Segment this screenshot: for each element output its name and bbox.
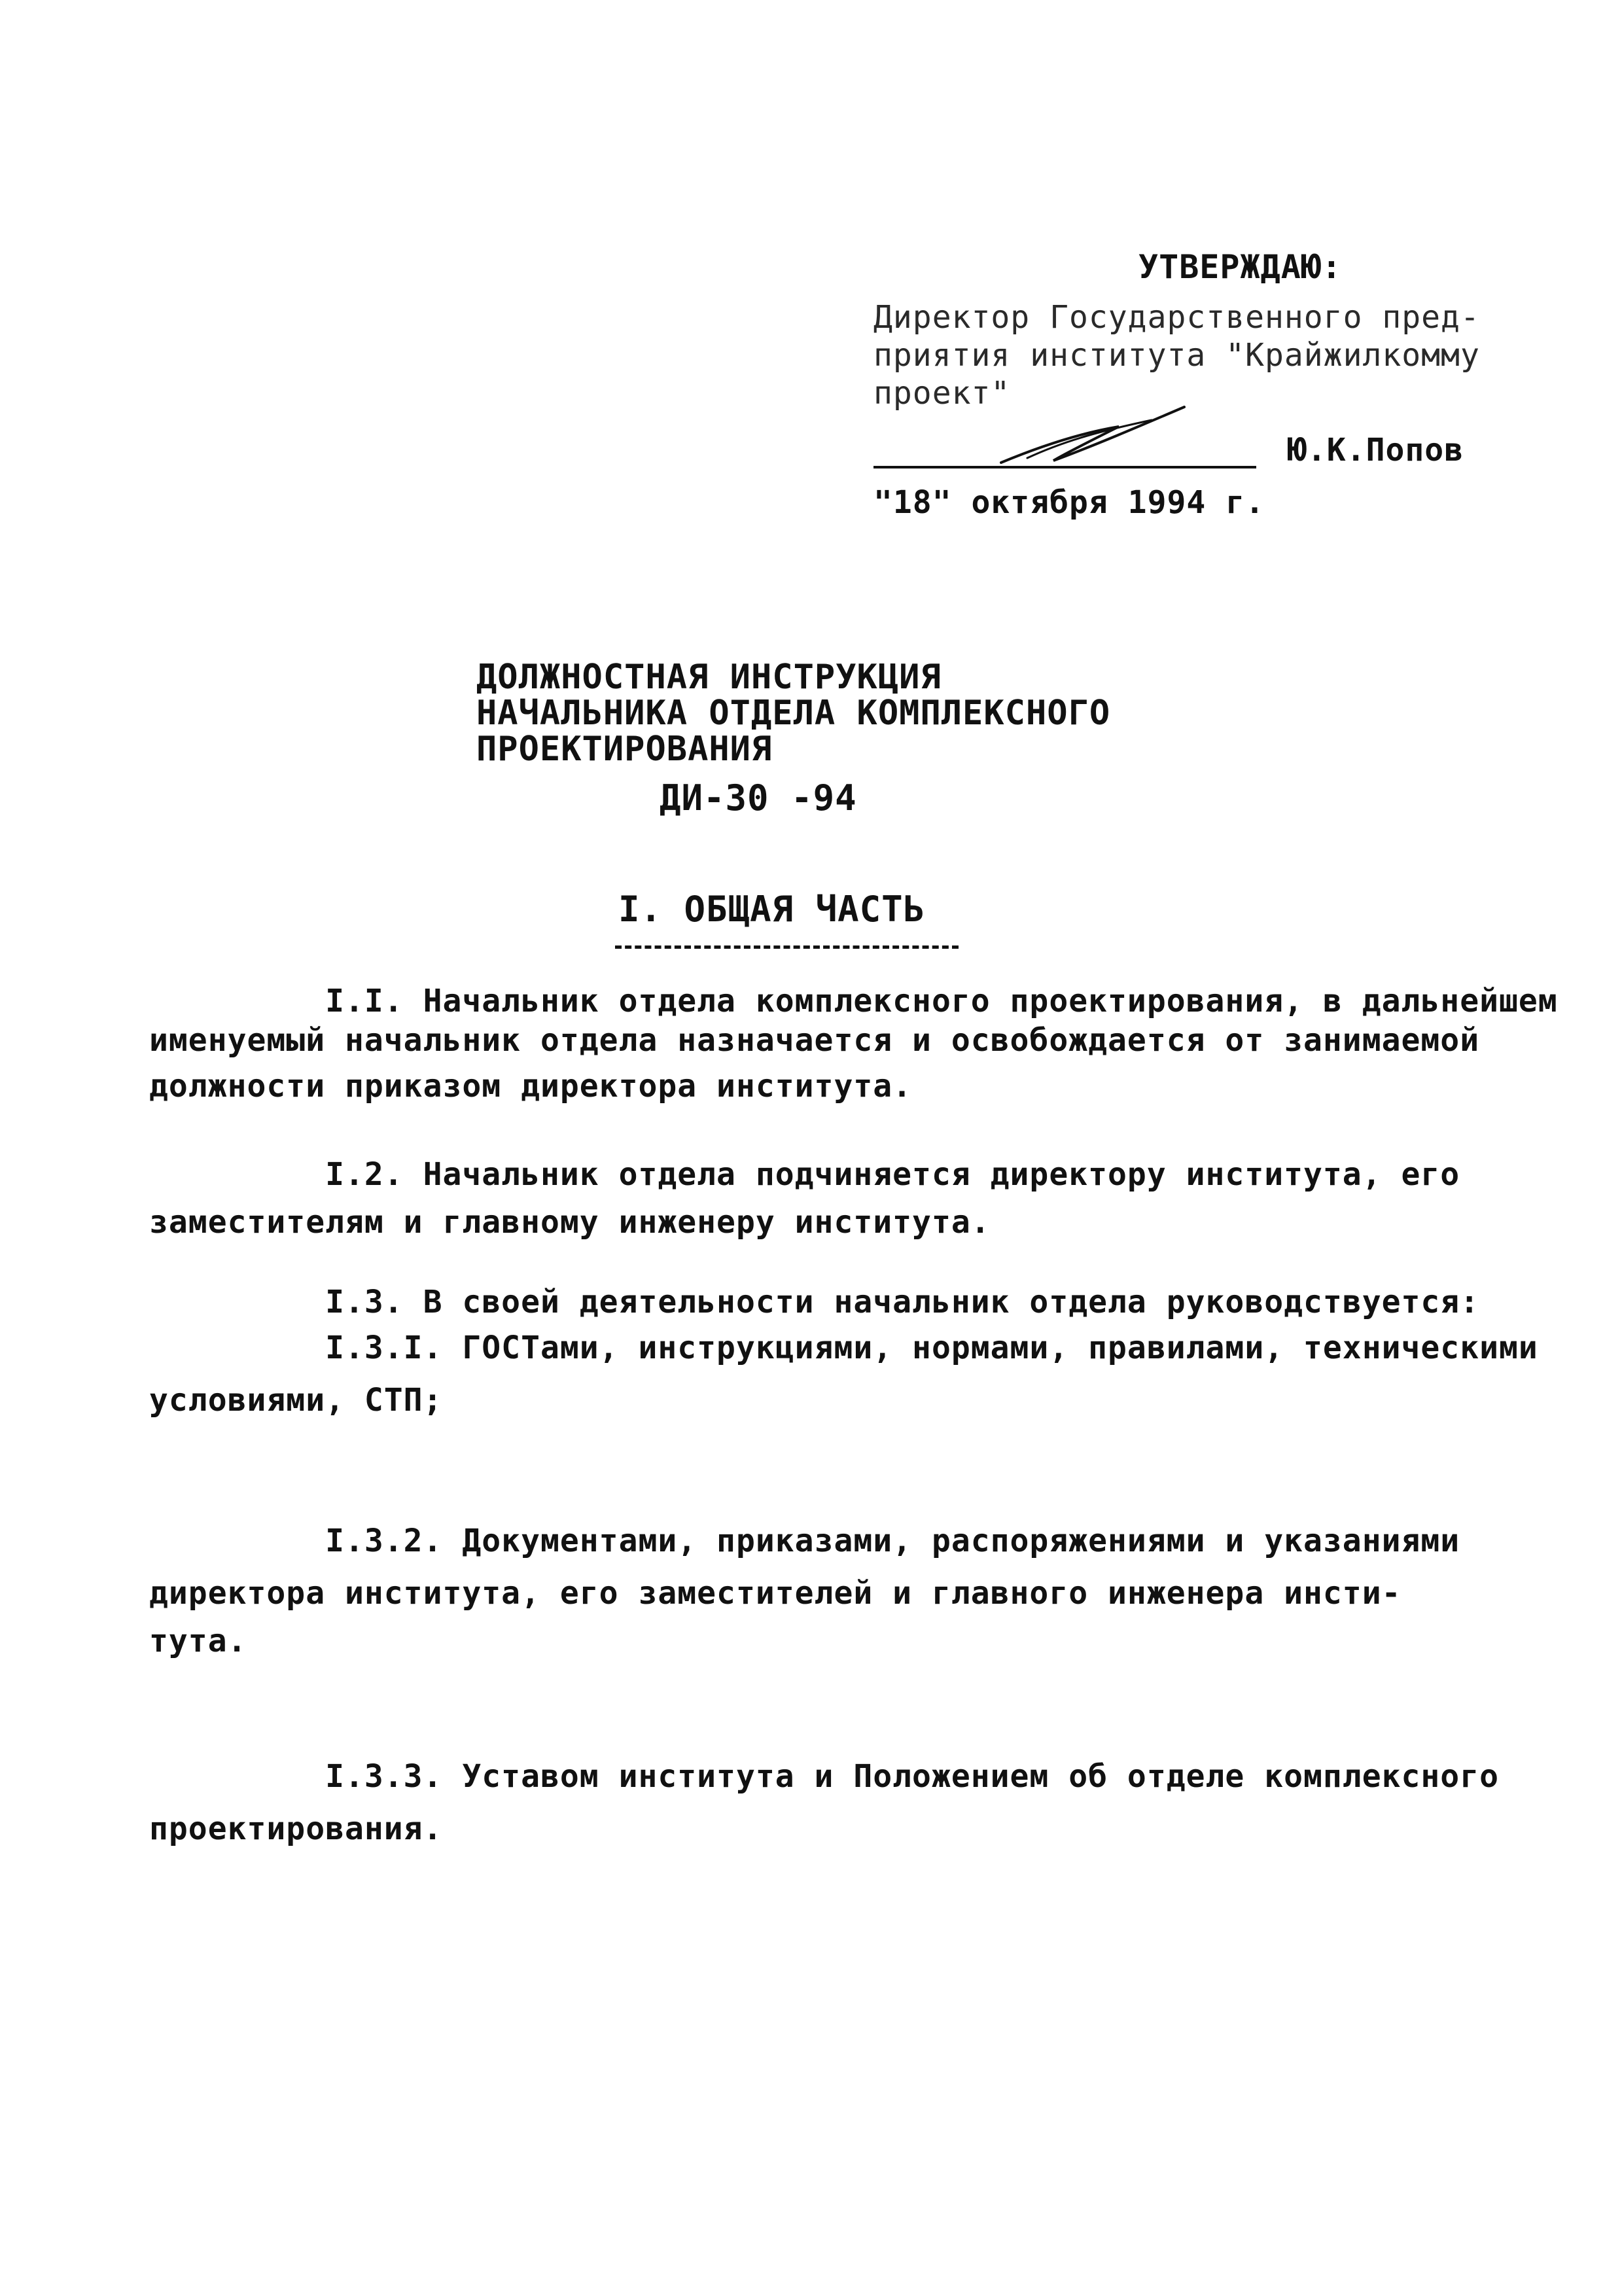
- paragraph-1-2-line-1: I.2. Начальник отдела подчиняется директору института, его: [149, 1156, 1460, 1193]
- signature-line: [873, 466, 1256, 468]
- approval-heading: УТВЕРЖДАЮ:: [1138, 248, 1343, 286]
- paragraph-1-3-3-line-1: I.3.3. Уставом института и Положением об отделе комплексного: [149, 1758, 1499, 1795]
- paragraph-1-3-1-line-2: условиями, СТП;: [149, 1382, 443, 1419]
- paragraph-1-1-line-1: I.I. Начальник отдела комплексного проектирования, в дальнейшем: [149, 983, 1558, 1019]
- paragraph-1-3-3-line-2: проектирования.: [149, 1810, 443, 1847]
- document-title-line-2: НАЧАЛЬНИКА ОТДЕЛА КОМПЛЕКСНОГО: [476, 694, 1111, 733]
- section-heading: I. ОБЩАЯ ЧАСТЬ: [618, 889, 926, 930]
- document-title-line-1: ДОЛЖНОСТНАЯ ИНСТРУКЦИЯ: [476, 658, 942, 697]
- section-underline: [615, 945, 959, 949]
- handwritten-signature: [988, 400, 1224, 472]
- approver-position-line-2: приятия института "Крайжилкомму: [873, 337, 1480, 374]
- paragraph-1-1-line-3: должности приказом директора института.: [149, 1068, 913, 1104]
- document-code: ДИ-30 -94: [660, 777, 857, 819]
- approver-position-line-3: проект": [873, 375, 1011, 412]
- paragraph-1-3-2-line-3: тута.: [149, 1623, 247, 1659]
- paragraph-1-2-line-2: заместителям и главному инженеру института.: [149, 1204, 991, 1241]
- paragraph-1-3-2-line-2: директора института, его заместителей и главного инженера инсти-: [149, 1575, 1402, 1612]
- paragraph-1-1-line-2: именуемый начальник отдела назначается и освобождается от занимаемой: [149, 1022, 1480, 1059]
- approval-date: "18" октября 1994 г.: [873, 484, 1265, 521]
- paragraph-1-3-line-1: I.3. В своей деятельности начальник отдела руководствуется:: [149, 1284, 1480, 1320]
- paragraph-1-3-1-line-1: I.3.I. ГОСТами, инструкциями, нормами, правилами, техническими: [149, 1330, 1538, 1366]
- document-title-line-3: ПРОЕКТИРОВАНИЯ: [476, 730, 773, 769]
- signer-name: Ю.К.Попов: [1288, 432, 1464, 468]
- approver-position-line-1: Директор Государственного пред-: [873, 299, 1480, 336]
- paragraph-1-3-2-line-1: I.3.2. Документами, приказами, распоряжениями и указаниями: [149, 1523, 1460, 1559]
